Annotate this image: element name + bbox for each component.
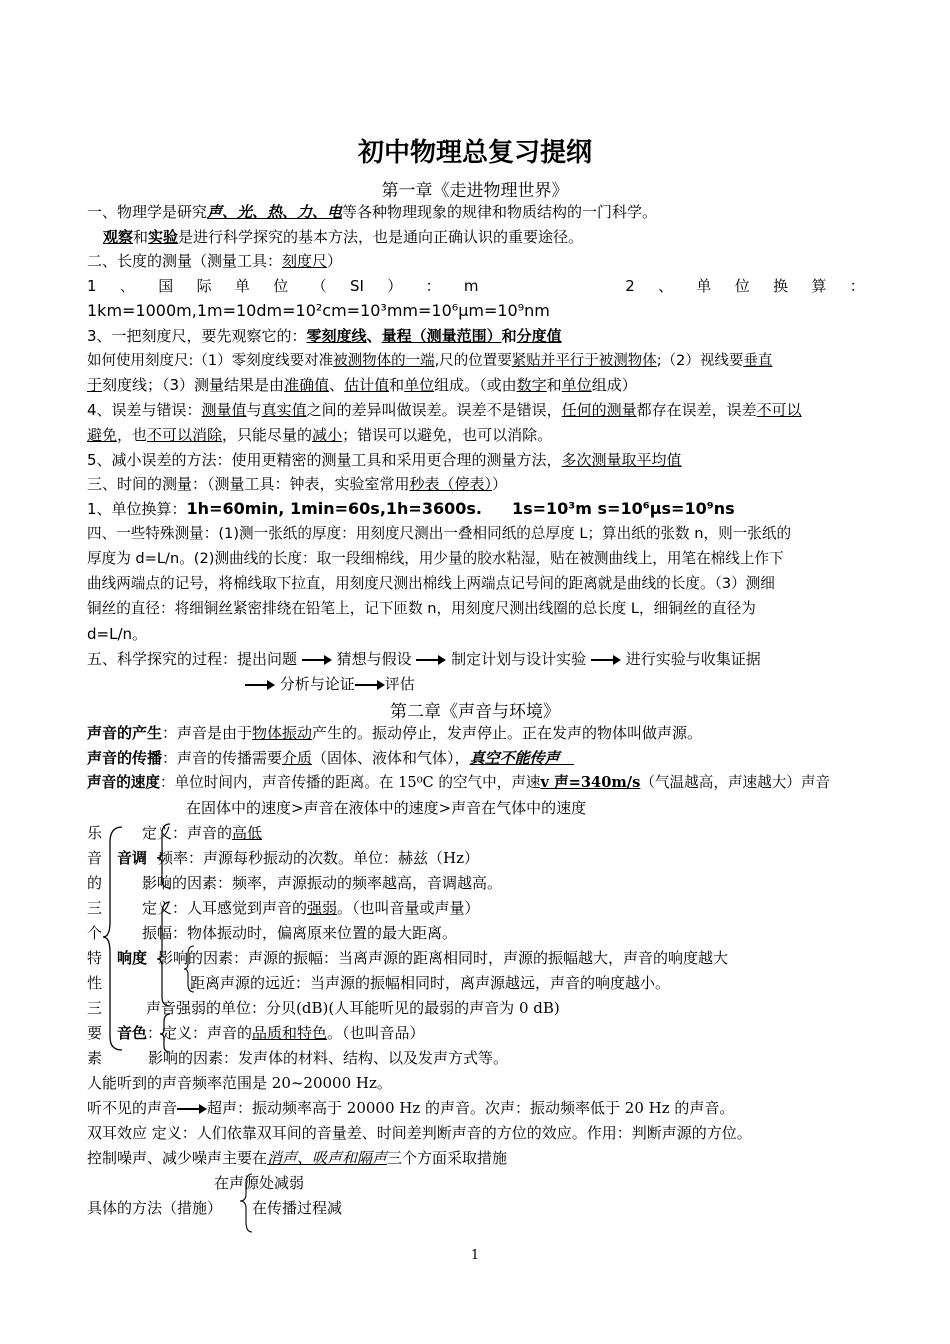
ch1-line-3 — [87, 249, 865, 273]
text-run: 。（也叫音量或声量） — [337, 899, 480, 917]
ch1-line-11 — [87, 448, 865, 472]
method-label: 具体的方法（措施） — [87, 1199, 223, 1217]
side-char: 三 — [87, 999, 103, 1017]
text-run: 刻度线；（3）测量结果是由 — [102, 376, 285, 394]
text-run: ） — [327, 252, 343, 270]
side-char: 的 — [87, 874, 103, 892]
right-arrow-icon — [177, 1104, 207, 1114]
text-run: 单 — [234, 277, 250, 295]
text-run: 减小 — [312, 426, 343, 444]
text-run: 高低 — [232, 824, 263, 842]
text-run: 定义：声音的 — [142, 824, 233, 842]
text-run: 物体振动 — [252, 724, 313, 742]
text-run: 与 — [246, 401, 262, 419]
ch1-line-2 — [103, 225, 881, 249]
text-run: 五、科学探究的过程：提出问题 — [87, 650, 298, 668]
side-char: 性 — [87, 974, 103, 992]
side-char: 三 — [87, 899, 103, 917]
text-run: 声、光、热、力、电 — [207, 203, 343, 221]
text-run: 组成） — [591, 376, 637, 394]
inaudible-sound — [87, 1096, 865, 1120]
text-run: 不可以 — [756, 401, 802, 419]
text-run: 观察 — [103, 228, 134, 246]
binaural-effect: 双耳效应 定义：人们依靠双耳间的音量差、时间差判断声音的方位的效应。作用：判断声源的方位。 — [87, 1124, 752, 1142]
timbre-definition — [117, 1021, 425, 1045]
text-run: 超声：振动频率高于 20000 Hz 的声音。次声：振动频率低于 20 Hz 的声音。 — [207, 1099, 735, 1117]
pitch-factor: 影响的因素：频率，声源振动的频率越高，音调越高。 — [142, 874, 503, 892]
text-run: 于 — [87, 376, 103, 394]
text-run: ：声音的传播需要 — [162, 749, 283, 767]
text-run: 三个方面采取措施 — [387, 1149, 508, 1167]
text-run: 三、时间的测量：（测量工具：钟表，实验室常用 — [87, 475, 410, 493]
text-run: 声音的速度 — [87, 774, 160, 791]
side-char: 乐 — [87, 824, 103, 842]
loudness-amplitude: 振幅：物体振动时，偏离原来位置的最大距离。 — [142, 924, 458, 942]
text-run: SI — [349, 277, 364, 295]
text-run: 和 — [389, 376, 405, 394]
pitch-definition — [142, 821, 262, 845]
brace-shape — [240, 1174, 252, 1232]
text-run: ：定义：声音的 — [147, 1024, 253, 1042]
ch1-line-6 — [87, 324, 865, 348]
ch1-line-9 — [87, 398, 865, 422]
text-run: ： — [425, 277, 441, 295]
text-run: 听不见的声音 — [87, 1099, 178, 1117]
loudness-factor-2: 距离声源的远近：当声源的振幅相同时，离声源越远，声音的响度越小。 — [190, 974, 671, 992]
text-run: 单位 — [404, 376, 435, 394]
text-run: 测量值 — [201, 401, 247, 419]
loudness-definition — [142, 896, 480, 920]
text-run: 真实值 — [261, 401, 307, 419]
text-run: 换 — [773, 277, 789, 295]
text-run: 4、误差与错误： — [87, 401, 202, 419]
text-run: 准确值 — [284, 376, 330, 394]
ch1-line-14: 四、一些特殊测量：(1)测一张纸的厚度：用刻度尺测出一叠相同纸的总厚度 L；算出纸的张数 n，则一张纸的 — [87, 525, 792, 542]
text-run: 位 — [734, 277, 750, 295]
text-run: 、 — [658, 277, 674, 295]
text-run: 定义：人耳感觉到声音的 — [142, 899, 308, 917]
ch2-para-3 — [87, 771, 865, 795]
ch1-line-18: d=L/n。 — [87, 625, 148, 643]
chapter1-heading: 第一章《走进物理世界》 — [381, 181, 569, 201]
right-arrow-icon — [416, 655, 446, 665]
text-run: 量程（测量范围） — [381, 327, 502, 345]
ch2-para-4: 在固体中的速度>声音在液体中的速度>声音在气体中的速度 — [186, 799, 587, 817]
ch1-line-7 — [87, 349, 865, 373]
page-title: 初中物理总复习提纲 — [357, 138, 592, 168]
text-run: 一、物理学是研究 — [87, 203, 208, 221]
text-run: ） — [492, 475, 508, 493]
method-transmission: 在传播过程减 — [252, 1199, 343, 1217]
text-run: 单位 — [561, 376, 592, 394]
text-run: 单 — [696, 277, 712, 295]
side-char: 素 — [87, 1049, 103, 1067]
text-run: 分析与论证 — [279, 675, 355, 693]
ch1-line-19 — [87, 647, 865, 671]
text-run: 消声、吸声和隔声 — [267, 1149, 388, 1167]
loudness-unit: 声音强弱的单位：分贝(dB)(人耳能听见的最弱的声音为 0 dB) — [146, 999, 560, 1017]
ch1-line-17: 铜丝的直径：将细铜丝紧密排绕在铅笔上，记下匝数 n，用刻度尺测出线圈的总长度 L，细铜丝的直径为 — [87, 600, 756, 617]
pitch-label: 音调 — [117, 849, 148, 867]
side-char: 音 — [87, 849, 103, 867]
text-run: 都存在误差，误差 — [636, 401, 757, 419]
text-run: 强弱 — [307, 899, 338, 917]
text-run: 声音的产生 — [87, 724, 163, 742]
text-run: ：声音是由于 — [162, 724, 253, 742]
text-run: 是进行科学探究的基本方法，也是通向正确认识的重要途径。 — [178, 228, 584, 246]
text-run: 评估 — [384, 675, 415, 693]
text-run: 、 — [329, 376, 345, 394]
text-run: 分度值 — [516, 327, 562, 345]
timbre-label: 音色 — [117, 1024, 148, 1042]
text-run: 数字 — [516, 376, 547, 394]
text-run: 1、单位换算： — [87, 500, 187, 518]
text-run: 、 — [366, 327, 382, 345]
text-run: 制定计划与设计实验 — [451, 650, 587, 668]
text-run: 任何的测量 — [561, 401, 637, 419]
side-char: 要 — [87, 1024, 103, 1042]
text-run: 2 — [625, 277, 635, 295]
text-run: 声音的传播 — [87, 749, 163, 767]
text-run: 实验 — [148, 228, 179, 246]
text-run: （气温越高，声速越大）声音 — [640, 774, 831, 791]
chapter2-heading: 第二章《声音与环境》 — [390, 702, 560, 722]
text-run: 控制噪声、减少噪声主要在 — [87, 1149, 268, 1167]
text-run: 之间的差异叫做误差。误差不是错误， — [306, 401, 562, 419]
page-number: 1 — [470, 1248, 480, 1263]
side-char: 特 — [87, 949, 103, 967]
text-run: 和 — [546, 376, 562, 394]
ch1-line-15: 厚度为 d=L/n。(2)测曲线的长度：取一段细棉线，用少量的胶水粘湿，贴在被测曲线上，用笔在棉线上作下 — [87, 550, 784, 567]
text-run: 1 — [87, 277, 97, 295]
text-run: 和 — [133, 228, 149, 246]
text-run: 。（也叫音品） — [327, 1024, 425, 1042]
ch1-line-16: 曲线两端点的记号，将棉线取下拉直，用刻度尺测出棉线上两端点记号间的距离就是曲线的长度。（3）测细 — [87, 575, 775, 592]
text-run: 紧贴并平行于被测物体 — [511, 353, 657, 369]
text-run: 进行实验与收集证据 — [625, 650, 761, 668]
ch1-line-20 — [245, 672, 545, 696]
text-run: 1s=10³m s=10⁶μs=10⁹ns — [511, 499, 735, 518]
text-run: 零刻度线 — [306, 327, 367, 345]
ch1-line-13 — [87, 497, 865, 521]
text-run: v 声=340m/s — [540, 774, 641, 791]
text-run: 产生的。振动停止，发声停止。正在发声的物体叫做声源。 — [312, 724, 703, 742]
text-run: 3、一把刻度尺，要先观察它的： — [87, 327, 307, 345]
right-arrow-icon — [591, 655, 621, 665]
text-run: 被测物体的一端 — [333, 353, 435, 369]
ch2-para-1 — [87, 721, 865, 745]
ch1-line-1 — [87, 200, 865, 224]
text-run: 5、减小误差的方法：使用更精密的测量工具和采用更合理的测量方法， — [87, 451, 562, 469]
ch1-line-12 — [87, 472, 865, 496]
text-run: ，只能尽量的 — [222, 426, 313, 444]
right-arrow-icon — [245, 680, 275, 690]
ch1-line-4 — [87, 274, 865, 298]
side-char: 个 — [87, 924, 103, 942]
text-run: m — [463, 277, 479, 295]
timbre-factor: 影响的因素：发声体的材料、结构、以及发声方式等。 — [148, 1049, 509, 1067]
text-run: ，也 — [117, 426, 148, 444]
text-run: 避免 — [87, 426, 118, 444]
text-run: 垂直 — [743, 353, 773, 369]
text-run: 猜想与假设 — [336, 650, 412, 668]
ch1-line-10 — [87, 423, 865, 447]
text-run: 等各种物理现象的规律和物质结构的一门科学。 — [342, 203, 658, 221]
right-arrow-icon — [302, 655, 332, 665]
text-run: 介质 — [282, 749, 313, 767]
ch2-para-2 — [87, 746, 865, 770]
right-arrow-icon — [355, 680, 385, 690]
text-run: ： — [849, 277, 865, 295]
loudness-factor-1: 影响的因素：声源的振幅：当离声源的距离相同时，声源的振幅越大，声音的响度越大 — [158, 949, 729, 967]
text-run: （固体、液体和气体）， — [312, 749, 470, 767]
text-run: 真空不能传声 — [469, 749, 560, 767]
text-run: 品质和特色 — [252, 1024, 328, 1042]
text-run: ） — [387, 277, 403, 295]
text-run: 二、长度的测量（测量工具： — [87, 252, 283, 270]
pitch-frequency: 频率：声源每秒振动的次数。单位：赫兹（Hz） — [158, 849, 479, 867]
text-run: ：单位时间内，声音传播的距离。在 15⁰C 的空气中，声速 — [159, 774, 541, 791]
text-run: （ — [311, 277, 327, 295]
ch1-line-8 — [87, 373, 865, 397]
text-run: 、 — [119, 277, 135, 295]
text-run: 估计值 — [344, 376, 390, 394]
hearing-range: 人能听到的声音频率范围是 20~20000 Hz。 — [87, 1074, 392, 1092]
text-run: ；错误可以避免，也可以消除。 — [342, 426, 553, 444]
text-run: ;（2）视线要 — [656, 353, 744, 369]
ch1-line-5: 1km=1000m,1m=10dm=10²cm=10³mm=10⁶μm=10⁹nm — [87, 301, 550, 320]
text-run: 国 — [158, 277, 174, 295]
text-run: ,尺的位置要 — [434, 353, 512, 369]
text-run: 1h=60min, 1min=60s,1h=3600s. — [186, 499, 482, 518]
text-run: 际 — [196, 277, 212, 295]
text-run: 多次测量取平均值 — [561, 451, 682, 469]
text-run: 算 — [811, 277, 827, 295]
text-run: 秒表（停表） — [409, 475, 493, 493]
loudness-label: 响度 — [117, 949, 148, 967]
text-run: 不可以消除 — [147, 426, 223, 444]
text-run: 位 — [273, 277, 289, 295]
method-source: 在声源处减弱 — [214, 1174, 305, 1192]
noise-control — [87, 1146, 865, 1170]
text-run: 和 — [501, 327, 517, 345]
text-run: 如何使用刻度尺:（1）零刻度线要对准 — [87, 353, 334, 369]
text-run: 刻度尺 — [282, 252, 328, 270]
text-run: 组成。（或由 — [434, 376, 517, 394]
